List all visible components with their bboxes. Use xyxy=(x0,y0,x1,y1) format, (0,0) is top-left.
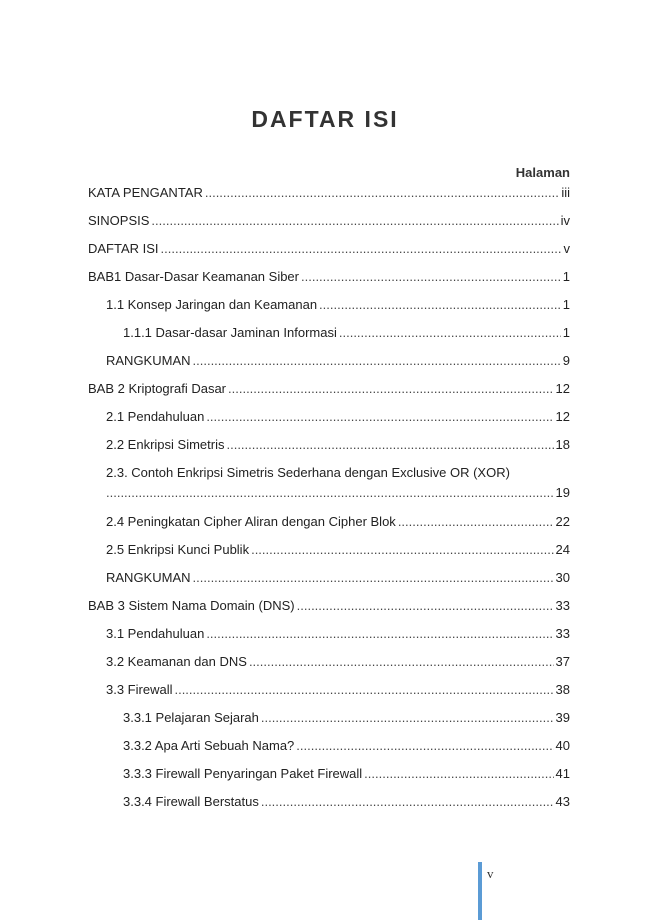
toc-entry-label-wrapped[interactable]: 2.3. Contoh Enkripsi Simetris Sederhana dengan Exclusive OR (XOR) xyxy=(106,465,510,480)
toc-entry[interactable] xyxy=(88,325,570,341)
toc-entry-label: DAFTAR ISI xyxy=(88,241,159,256)
dot-leader xyxy=(364,766,553,782)
toc-entry-page: 38 xyxy=(555,682,570,697)
toc-entry-label: RANGKUMAN xyxy=(106,353,191,368)
toc-entry[interactable] xyxy=(88,269,570,285)
toc-entry[interactable] xyxy=(88,213,570,229)
dot-leader xyxy=(249,654,554,670)
toc-entry[interactable] xyxy=(88,794,570,810)
dot-leader xyxy=(193,570,554,586)
toc-entry[interactable] xyxy=(88,514,570,530)
toc-entry-page: 9 xyxy=(562,353,570,368)
toc-entry[interactable] xyxy=(88,542,570,558)
toc-entry-label: RANGKUMAN xyxy=(106,570,191,585)
toc-entry[interactable] xyxy=(88,738,570,754)
dot-leader xyxy=(206,626,553,642)
page-title: DAFTAR ISI xyxy=(251,106,399,132)
toc-entry-page: 39 xyxy=(555,710,570,725)
footer-accent-bar xyxy=(478,862,482,920)
toc-entry-label: 3.3.4 Firewall Berstatus xyxy=(123,794,259,809)
toc-entry-page: iv xyxy=(560,213,570,228)
toc-entry[interactable] xyxy=(88,437,570,453)
toc-entry-label: SINOPSIS xyxy=(88,213,150,228)
toc-entry-page: iii xyxy=(561,185,570,200)
toc-entry-label: 3.3.3 Firewall Penyaringan Paket Firewall xyxy=(123,766,363,781)
toc-entry[interactable] xyxy=(88,241,570,257)
toc-entry-page: 43 xyxy=(555,794,570,809)
toc-entry-page: v xyxy=(563,241,570,256)
toc-entry-page: 37 xyxy=(555,654,570,669)
dot-leader xyxy=(206,409,553,425)
toc-entry[interactable] xyxy=(88,682,570,698)
dot-leader xyxy=(161,241,562,257)
dot-leader xyxy=(301,269,561,285)
dot-leader xyxy=(205,185,559,201)
dot-leader xyxy=(296,738,553,754)
dot-leader xyxy=(261,710,554,726)
toc-entry-label: BAB 3 Sistem Nama Domain (DNS) xyxy=(88,598,295,613)
table-of-contents xyxy=(88,185,570,822)
toc-entry-label: BAB1 Dasar-Dasar Keamanan Siber xyxy=(88,269,299,284)
toc-entry[interactable] xyxy=(88,381,570,397)
page-column-header: Halaman xyxy=(515,165,570,180)
dot-leader xyxy=(151,213,558,229)
dot-leader xyxy=(261,794,554,810)
toc-entry-label: 2.4 Peningkatan Cipher Aliran dengan Cipher Blok xyxy=(106,514,396,529)
toc-entry[interactable] xyxy=(88,185,570,201)
toc-entry-label: KATA PENGANTAR xyxy=(88,185,203,200)
toc-entry-label: 2.5 Enkripsi Kunci Publik xyxy=(106,542,250,557)
toc-entry[interactable] xyxy=(88,409,570,425)
footer-page-number: v xyxy=(487,866,494,881)
toc-entry-page: 1 xyxy=(562,325,570,340)
toc-entry-page: 33 xyxy=(555,626,570,641)
toc-entry[interactable] xyxy=(88,598,570,614)
toc-entry-page: 1 xyxy=(562,297,570,312)
dot-leader xyxy=(297,598,554,614)
toc-entry[interactable] xyxy=(88,710,570,726)
toc-entry-label: BAB 2 Kriptografi Dasar xyxy=(88,381,227,396)
dot-leader xyxy=(226,437,553,453)
toc-entry-label: 3.1 Pendahuluan xyxy=(106,626,205,641)
toc-entry[interactable] xyxy=(88,297,570,313)
toc-entry-page: 30 xyxy=(555,570,570,585)
toc-entry-label: 3.3 Firewall xyxy=(106,682,173,697)
dot-leader xyxy=(339,325,561,341)
toc-entry-page: 12 xyxy=(555,409,570,424)
toc-entry-page: 24 xyxy=(555,542,570,557)
toc-entry[interactable] xyxy=(88,353,570,369)
toc-entry-label: 1.1.1 Dasar-dasar Jaminan Informasi xyxy=(123,325,337,340)
toc-entry-page: 19 xyxy=(555,485,570,500)
dot-leader xyxy=(193,353,561,369)
toc-entry-label: 2.1 Pendahuluan xyxy=(106,409,205,424)
toc-entry-page: 12 xyxy=(555,381,570,396)
toc-entry-label: 3.2 Keamanan dan DNS xyxy=(106,654,247,669)
dot-leader xyxy=(398,514,554,530)
toc-entry-label: 3.3.2 Apa Arti Sebuah Nama? xyxy=(123,738,295,753)
toc-entry-continuation xyxy=(88,485,570,501)
toc-entry-label: 1.1 Konsep Jaringan dan Keamanan xyxy=(106,297,318,312)
dot-leader xyxy=(251,542,553,558)
toc-entry-label: 3.3.1 Pelajaran Sejarah xyxy=(123,710,259,725)
toc-entry-page: 40 xyxy=(555,738,570,753)
dot-leader xyxy=(106,485,554,501)
toc-entry[interactable] xyxy=(88,626,570,642)
toc-entry-page: 22 xyxy=(555,514,570,529)
toc-entry[interactable] xyxy=(88,766,570,782)
toc-entry-page: 1 xyxy=(562,269,570,284)
toc-entry[interactable] xyxy=(88,570,570,586)
dot-leader xyxy=(319,297,561,313)
toc-entry-page: 33 xyxy=(555,598,570,613)
toc-entry-page: 41 xyxy=(555,766,570,781)
toc-entry[interactable] xyxy=(88,654,570,670)
toc-entry-label: 2.2 Enkripsi Simetris xyxy=(106,437,225,452)
dot-leader xyxy=(174,682,553,698)
toc-entry-page: 18 xyxy=(555,437,570,452)
dot-leader xyxy=(228,381,554,397)
